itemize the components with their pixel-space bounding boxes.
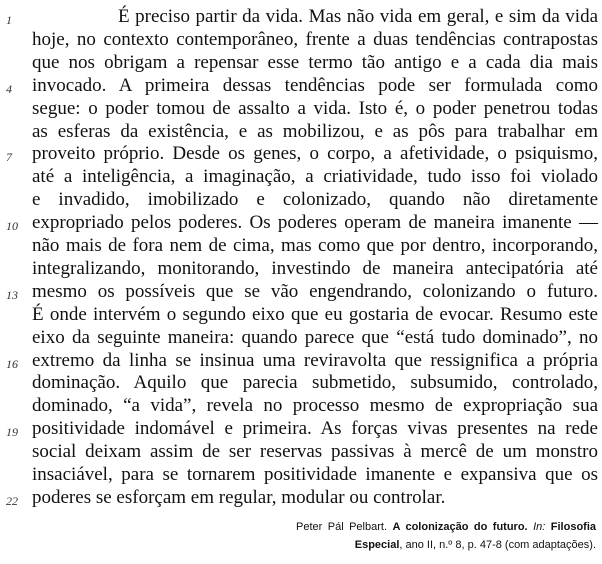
line-number: 7 — [6, 150, 12, 165]
passage-line: expropriado pelos poderes. Os poderes operam de maneira imanente — — [32, 212, 598, 234]
passage-line: mesmo os possíveis que se vão engendrando, colonizando o futuro. — [32, 280, 598, 302]
passage-line: eixo da seguinte maneira: quando parece que “está tudo dominado”, no — [32, 326, 598, 348]
passage-line: que nos obrigam a repensar esse termo tão antigo e a cada dia mais — [32, 51, 598, 73]
passage-line: positividade indomável e primeira. As forças vivas presentes na rede — [32, 418, 598, 440]
line-number: 4 — [6, 81, 12, 96]
line-number: 13 — [6, 287, 18, 302]
citation-author: Peter Pál Pelbart. — [296, 521, 388, 533]
line-number: 10 — [6, 219, 18, 234]
passage-line: não mais de fora nem de cima, mas como que por dentro, incorporando, — [32, 235, 598, 256]
line-number: 1 — [6, 13, 12, 27]
passage-line: dominação. Aquilo que parecia submetido, subsumido, controlado, — [32, 372, 598, 394]
citation-in-label: In: — [533, 521, 546, 533]
line-number: 22 — [6, 493, 18, 508]
passage-line: invocado. A primeira dessas tendências pode ser formulada como — [32, 74, 598, 96]
passage-line: É onde intervém o segundo eixo que eu gostaria de evocar. Resumo este — [32, 303, 598, 325]
passage-line: as esferas da existência, e as mobilizou, e as pôs para trabalhar em — [32, 120, 598, 142]
passage-line: e invadido, imobilizado e colonizado, quando não diretamente — [32, 189, 598, 211]
passage-line: até a inteligência, a imaginação, a criatividade, tudo isso foi violado — [32, 166, 598, 188]
passage-line: proveito próprio. Desde os genes, o corpo, a afetividade, o psiquismo, — [32, 143, 598, 165]
passage-line: extremo da linha se insinua uma reviravolta que ressignifica a própria — [32, 349, 598, 371]
passage-line: dominado, “a vida”, revela no processo mesmo de expropriação sua — [32, 395, 598, 417]
citation-details: , ano II, n.º 8, p. 47-8 (com adaptações). — [399, 539, 596, 551]
passage-line: segue: o poder tomou de assalto a vida. Isto é, o poder penetrou todas — [32, 97, 598, 119]
passage-line: poderes se esforçam em regular, modular ou controlar. — [32, 486, 446, 508]
citation-title: A colonização do futuro. — [392, 521, 528, 533]
passage-line: integralizando, monitorando, investindo de maneira antecipatória até — [32, 257, 598, 279]
passage-line: hoje, no contexto contemporâneo, frente a duas tendências contrapostas — [32, 28, 598, 50]
citation-journal: Filosofia Especial — [354, 521, 597, 551]
passage-line: social deixam assim de ser reservas passivas à mercê de um monstro — [32, 441, 598, 463]
line-number: 16 — [6, 356, 18, 371]
passage-line: insaciável, para se tornarem positividade imanente e expansiva que os — [32, 464, 598, 485]
citation — [296, 518, 596, 554]
passage-line: É preciso partir da vida. Mas não vida em geral, e sim da vida — [118, 6, 598, 27]
line-number: 19 — [6, 425, 18, 440]
